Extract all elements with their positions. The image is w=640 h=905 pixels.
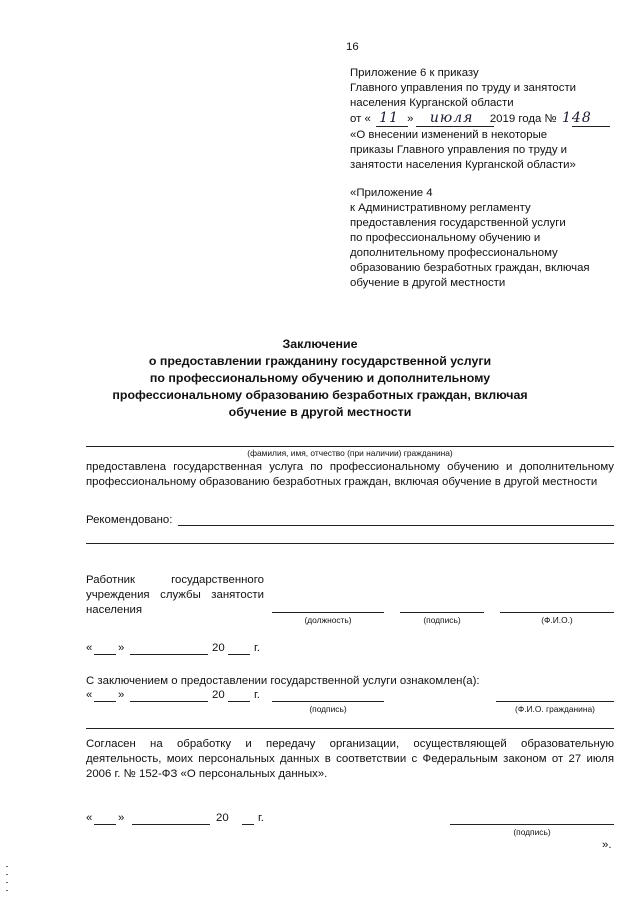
citizen-fio-line	[496, 701, 614, 702]
appendix-line-3: предоставления государственной услуги	[350, 217, 566, 229]
title-line-4: профессиональному образованию безработных граждан, включая	[112, 388, 528, 402]
date-century: 20	[212, 689, 225, 701]
appendix-line-2: к Административному регламенту	[350, 202, 531, 214]
employee-fio-caption: (Ф.И.О.)	[541, 615, 573, 625]
date-day-handwritten: 11	[379, 110, 399, 126]
title-line-3: по профессиональному обучению и дополнительному	[149, 371, 491, 385]
order-number-handwritten: 148	[562, 110, 592, 126]
position-line	[272, 612, 384, 613]
date-month-handwritten: июля	[429, 110, 474, 126]
position-caption: (должность)	[304, 615, 352, 625]
consent-signature-caption: (подпись)	[513, 827, 551, 837]
title-line-5: обучение в другой местности	[228, 405, 412, 419]
date-sep: »	[407, 113, 414, 125]
appendix-block	[350, 186, 590, 291]
date-open-quote: «	[86, 689, 93, 701]
header-line-1: Приложение 6 к приказу	[350, 67, 479, 79]
citizen-signature-line	[272, 701, 384, 702]
title-line-1: Заключение	[282, 337, 358, 351]
date-year-suffix: г.	[254, 689, 260, 701]
header-block	[350, 66, 594, 173]
date-close-quote: »	[118, 642, 125, 654]
date-close-quote: »	[118, 689, 125, 701]
citizen-caption: (фамилия, имя, отчество (при наличии) гражданина)	[247, 448, 453, 458]
date-close-quote: »	[118, 812, 125, 824]
appendix-line-1: «Приложение 4	[350, 187, 433, 199]
citizen-name-line	[86, 446, 614, 447]
employee-label-line-1: Работник государственного	[86, 574, 264, 586]
header-line-7: занятости населения Курганской области»	[350, 159, 576, 171]
date-open-quote: «	[86, 812, 93, 824]
header-date-line	[350, 111, 594, 128]
recommended-label: Рекомендовано:	[86, 514, 173, 526]
date-open-quote: «	[86, 642, 93, 654]
recommended-line-2	[86, 543, 614, 544]
appendix-line-7: обучение в другой местности	[350, 277, 506, 289]
title-line-2: о предоставлении гражданину государственной услуги	[148, 354, 492, 368]
employee-signature-caption: (подпись)	[423, 615, 461, 625]
header-line-3: населения Курганской области	[350, 97, 514, 109]
citizen-signature-caption: (подпись)	[309, 704, 347, 714]
recommended-line-1	[178, 525, 614, 526]
date-century: 20	[216, 812, 229, 824]
consent-line-3: 2006 г. № 152-ФЗ «О персональных данных».	[86, 768, 328, 780]
header-line-2: Главного управления по труду и занятости	[350, 82, 577, 94]
employee-signature-line	[400, 612, 484, 613]
date-year-suffix: г.	[258, 812, 264, 824]
appendix-line-4: по профессиональному обучению и	[350, 232, 541, 244]
page-number: 16	[346, 41, 359, 53]
consent-signature-line	[450, 824, 614, 825]
date-line-employee	[86, 641, 286, 657]
header-line-5: «О внесении изменений в некоторые	[350, 129, 548, 141]
date-year: 2019 года №	[489, 113, 557, 125]
separator-line	[86, 728, 614, 729]
consent-line-1: Согласен на обработку и передачу организации, осуществляющей образовательную	[86, 738, 614, 750]
acquainted-text: С заключением о предоставлении государственной услуги ознакомлен(а):	[86, 675, 480, 687]
employee-label	[86, 573, 264, 618]
closing-mark: ».	[602, 839, 612, 851]
header-line-6: приказы Главного управления по труду и	[350, 144, 568, 156]
service-text-line-2: профессиональному образованию безработных граждан, включая обучение в другой местности	[86, 476, 598, 488]
document-title	[60, 336, 580, 421]
date-line-consent	[86, 811, 286, 827]
service-text-line-1: предоставлена государственная услуга по профессиональному обучению и дополнительному	[86, 461, 614, 473]
employee-label-line-3: населения	[86, 604, 143, 616]
appendix-line-6: образованию безработных граждан, включая	[350, 262, 590, 274]
citizen-fio-caption: (Ф.И.О. гражданина)	[515, 704, 595, 714]
date-century: 20	[212, 642, 225, 654]
date-year-suffix: г.	[254, 642, 260, 654]
date-prefix: от «	[350, 113, 371, 125]
employee-label-line-2: учреждения службы занятости	[86, 589, 264, 601]
consent-line-2: деятельность, моих персональных данных в соответствии с Федеральным законом от 27 июля	[86, 753, 614, 765]
date-line-acquainted	[86, 688, 286, 704]
appendix-line-5: дополнительному профессиональному	[350, 247, 558, 259]
employee-fio-line	[500, 612, 614, 613]
